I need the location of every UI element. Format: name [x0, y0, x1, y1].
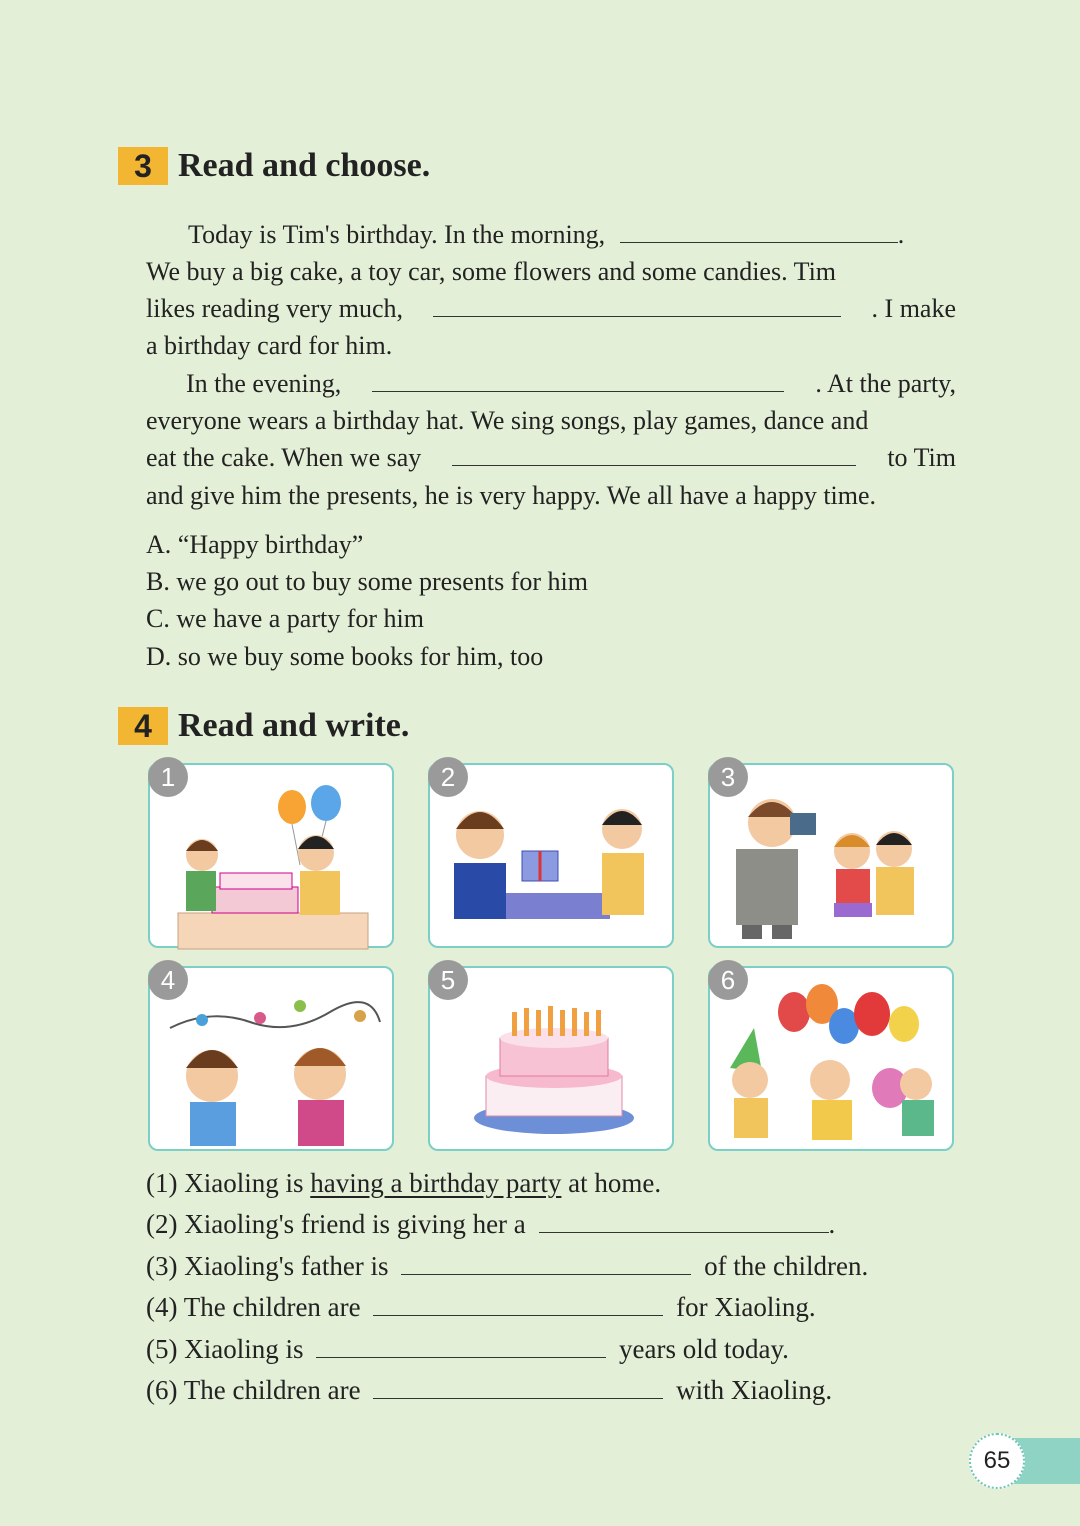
picture-2-giving-present: [428, 763, 674, 948]
picture-6-party-balloons: [708, 966, 954, 1151]
question-5: (5) Xiaoling is years old today.: [146, 1330, 789, 1368]
blowing-candles-illustration: [150, 765, 396, 950]
option-c: C. we have a party for him: [146, 604, 424, 633]
answer-blank-2[interactable]: [433, 290, 841, 317]
passage-line-5: In the evening, . At the party,: [186, 365, 956, 402]
passage-line-2: We buy a big cake, a toy car, some flowers and some candies. Tim: [146, 257, 837, 286]
picture-number-badge: 3: [708, 757, 748, 797]
party-balloons-illustration: [710, 968, 956, 1153]
passage-line-6: everyone wears a birthday hat. We sing songs, play games, dance and: [146, 406, 869, 435]
question-3: (3) Xiaoling's father is of the children.: [146, 1247, 868, 1285]
picture-3-taking-photo: [708, 763, 954, 948]
picture-number-badge: 5: [428, 960, 468, 1000]
passage-line-4: a birthday card for him.: [146, 331, 393, 360]
section-title: Read and write.: [178, 707, 410, 744]
picture-5-birthday-cake: [428, 966, 674, 1151]
page-number: 65: [969, 1433, 1025, 1489]
answer-blank-q4[interactable]: [373, 1289, 663, 1316]
section-4-header: [118, 704, 409, 748]
picture-1-blowing-candles: [148, 763, 394, 948]
option-b: B. we go out to buy some presents for him: [146, 567, 588, 596]
picture-4-singing: [148, 966, 394, 1151]
question-1: (1) Xiaoling is having a birthday party at home.: [146, 1168, 662, 1198]
section-title: Read and choose.: [178, 147, 431, 184]
answer-blank-3[interactable]: [372, 365, 784, 392]
picture-number-badge: 2: [428, 757, 468, 797]
question-4: (4) The children are for Xiaoling.: [146, 1288, 816, 1326]
passage-line-1: Today is Tim's birthday. In the morning, .: [188, 216, 958, 253]
picture-number-badge: 4: [148, 960, 188, 1000]
section-number: 3: [118, 147, 168, 185]
section-number: 4: [118, 707, 168, 745]
option-a: A. “Happy birthday”: [146, 530, 364, 559]
picture-number-badge: 1: [148, 757, 188, 797]
passage-line-3: likes reading very much, . I make: [146, 290, 956, 327]
section-3-header: [118, 144, 430, 188]
passage-line-7: eat the cake. When we say to Tim: [146, 439, 956, 476]
answer-blank-q6[interactable]: [373, 1372, 663, 1399]
birthday-cake-illustration: [430, 968, 676, 1153]
answer-blank-q3[interactable]: [401, 1248, 691, 1275]
picture-number-badge: 6: [708, 960, 748, 1000]
giving-present-illustration: [430, 765, 676, 950]
passage-line-8: and give him the presents, he is very happy. We all have a happy time.: [146, 481, 877, 510]
answer-blank-q5[interactable]: [316, 1331, 606, 1358]
example-answer: having a birthday party: [310, 1168, 562, 1198]
question-2: (2) Xiaoling's friend is giving her a .: [146, 1205, 835, 1243]
option-d: D. so we buy some books for him, too: [146, 642, 544, 671]
answer-blank-1[interactable]: [620, 216, 898, 243]
answer-blank-q2[interactable]: [539, 1206, 829, 1233]
question-6: (6) The children are with Xiaoling.: [146, 1371, 832, 1409]
answer-blank-4[interactable]: [452, 439, 856, 466]
singing-illustration: [150, 968, 396, 1153]
taking-photo-illustration: [710, 765, 956, 950]
